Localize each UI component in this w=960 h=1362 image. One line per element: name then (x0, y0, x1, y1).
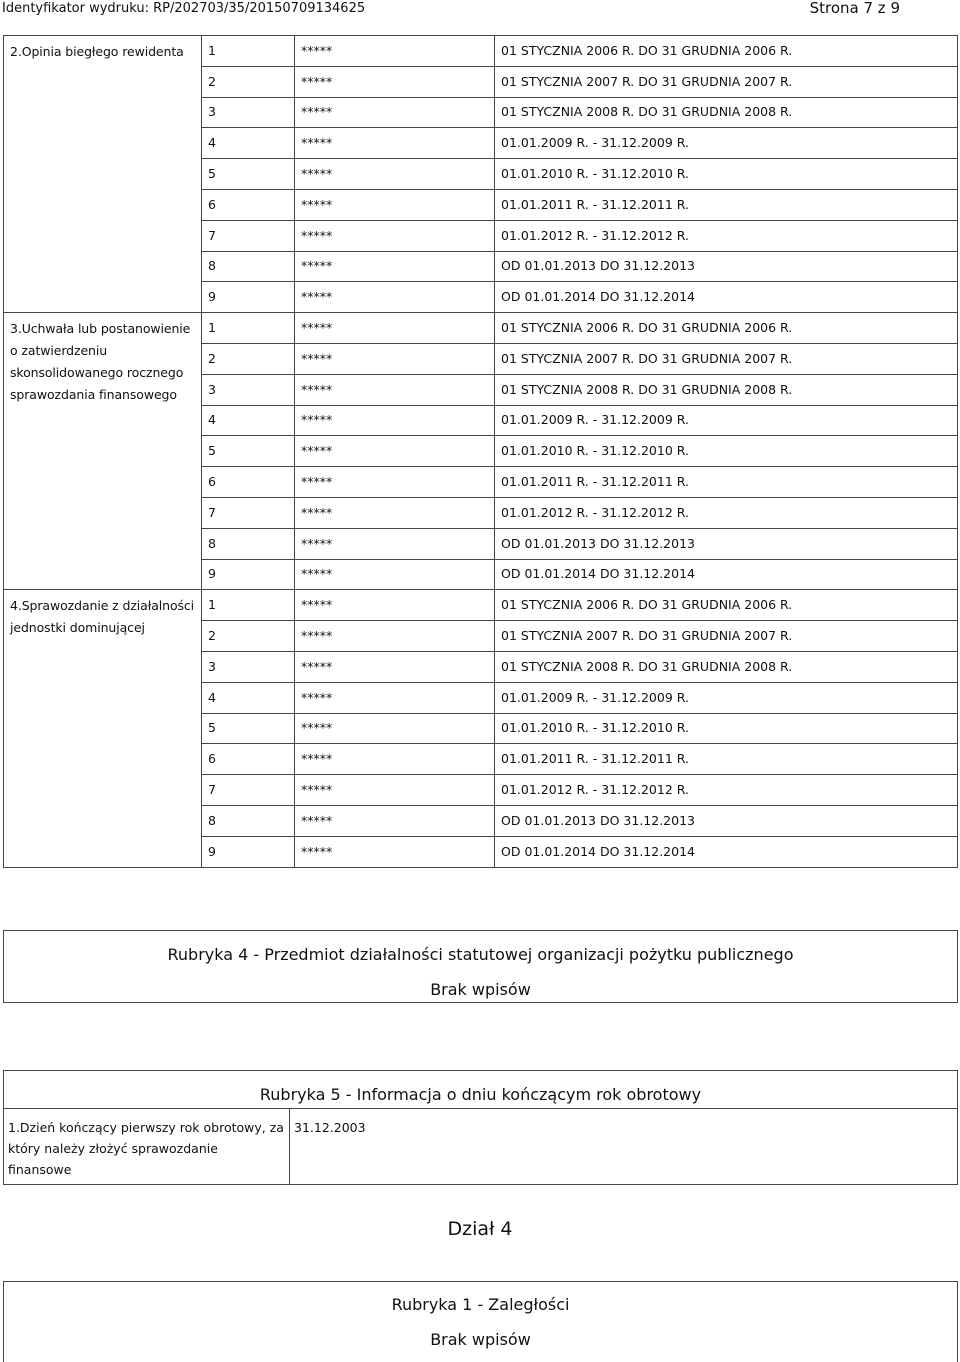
masked-value: ***** (295, 621, 495, 652)
masked-value: ***** (295, 36, 495, 67)
masked-value: ***** (295, 374, 495, 405)
rubryka-1-empty: Brak wpisów (430, 1330, 531, 1349)
masked-value: ***** (295, 497, 495, 528)
masked-value: ***** (295, 405, 495, 436)
period-cell: 01.01.2012 R. - 31.12.2012 R. (495, 220, 958, 251)
table-row (4, 1109, 958, 1185)
period-cell: OD 01.01.2013 DO 31.12.2013 (495, 251, 958, 282)
masked-value: ***** (295, 836, 495, 867)
masked-value: ***** (295, 467, 495, 498)
period-cell: 01 STYCZNIA 2007 R. DO 31 GRUDNIA 2007 R. (495, 66, 958, 97)
rubryka-5-label: 1.Dzień kończący pierwszy rok obrotowy, za który należy złożyć sprawozdanie finansowe (4, 1109, 290, 1185)
masked-value: ***** (295, 559, 495, 590)
period-cell: 01.01.2011 R. - 31.12.2011 R. (495, 467, 958, 498)
documents-table (3, 35, 958, 868)
row-number: 7 (202, 220, 295, 251)
period-cell: OD 01.01.2013 DO 31.12.2013 (495, 805, 958, 836)
row-number: 5 (202, 159, 295, 190)
row-number: 8 (202, 805, 295, 836)
masked-value: ***** (295, 528, 495, 559)
row-number: 1 (202, 313, 295, 344)
masked-value: ***** (295, 713, 495, 744)
print-identifier: Identyfikator wydruku: RP/202703/35/20150709134625 (2, 1, 366, 16)
masked-value: ***** (295, 128, 495, 159)
row-number: 6 (202, 467, 295, 498)
rubryka-4-title: Rubryka 4 - Przedmiot działalności statutowej organizacji pożytku publicznego (167, 945, 794, 964)
row-number: 5 (202, 436, 295, 467)
masked-value: ***** (295, 651, 495, 682)
row-number: 8 (202, 528, 295, 559)
period-cell: OD 01.01.2013 DO 31.12.2013 (495, 528, 958, 559)
masked-value: ***** (295, 189, 495, 220)
rubryka-1-title: Rubryka 1 - Zaległości (391, 1295, 570, 1314)
row-number: 6 (202, 189, 295, 220)
row-number: 6 (202, 744, 295, 775)
table-row (4, 590, 958, 621)
row-number: 9 (202, 282, 295, 313)
row-number: 7 (202, 775, 295, 806)
table-row (4, 36, 958, 67)
period-cell: 01 STYCZNIA 2006 R. DO 31 GRUDNIA 2006 R. (495, 313, 958, 344)
period-cell: 01 STYCZNIA 2007 R. DO 31 GRUDNIA 2007 R. (495, 343, 958, 374)
row-number: 9 (202, 559, 295, 590)
period-cell: 01.01.2012 R. - 31.12.2012 R. (495, 775, 958, 806)
rubryka-5-value: 31.12.2003 (290, 1109, 958, 1185)
table-row (4, 313, 958, 344)
print-header (0, 0, 960, 20)
section-label: 2.Opinia biegłego rewidenta (4, 36, 202, 313)
row-number: 5 (202, 713, 295, 744)
period-cell: 01.01.2010 R. - 31.12.2010 R. (495, 436, 958, 467)
period-cell: 01 STYCZNIA 2008 R. DO 31 GRUDNIA 2008 R. (495, 651, 958, 682)
masked-value: ***** (295, 343, 495, 374)
rubryka-5-table (3, 1108, 958, 1185)
period-cell: 01.01.2010 R. - 31.12.2010 R. (495, 159, 958, 190)
period-cell: OD 01.01.2014 DO 31.12.2014 (495, 282, 958, 313)
period-cell: 01.01.2009 R. - 31.12.2009 R. (495, 682, 958, 713)
masked-value: ***** (295, 436, 495, 467)
row-number: 3 (202, 651, 295, 682)
period-cell: 01 STYCZNIA 2006 R. DO 31 GRUDNIA 2006 R. (495, 36, 958, 67)
period-cell: 01.01.2010 R. - 31.12.2010 R. (495, 713, 958, 744)
section-label: 3.Uchwała lub postanowienie o zatwierdzeniu skonsolidowanego rocznego sprawozdania finansowego (4, 313, 202, 590)
row-number: 4 (202, 682, 295, 713)
period-cell: 01.01.2009 R. - 31.12.2009 R. (495, 405, 958, 436)
masked-value: ***** (295, 66, 495, 97)
row-number: 9 (202, 836, 295, 867)
row-number: 4 (202, 128, 295, 159)
masked-value: ***** (295, 159, 495, 190)
row-number: 4 (202, 405, 295, 436)
masked-value: ***** (295, 805, 495, 836)
masked-value: ***** (295, 97, 495, 128)
masked-value: ***** (295, 682, 495, 713)
period-cell: OD 01.01.2014 DO 31.12.2014 (495, 836, 958, 867)
row-number: 3 (202, 374, 295, 405)
period-cell: 01 STYCZNIA 2006 R. DO 31 GRUDNIA 2006 R. (495, 590, 958, 621)
period-cell: 01.01.2012 R. - 31.12.2012 R. (495, 497, 958, 528)
masked-value: ***** (295, 590, 495, 621)
period-cell: 01 STYCZNIA 2008 R. DO 31 GRUDNIA 2008 R. (495, 374, 958, 405)
masked-value: ***** (295, 220, 495, 251)
period-cell: OD 01.01.2014 DO 31.12.2014 (495, 559, 958, 590)
row-number: 1 (202, 36, 295, 67)
period-cell: 01 STYCZNIA 2007 R. DO 31 GRUDNIA 2007 R. (495, 621, 958, 652)
section-label: 4.Sprawozdanie z działalności jednostki dominującej (4, 590, 202, 867)
rubryka-5-title: Rubryka 5 - Informacja o dniu kończącym rok obrotowy (259, 1085, 702, 1104)
period-cell: 01.01.2011 R. - 31.12.2011 R. (495, 189, 958, 220)
page-number: Strona 7 z 9 (809, 0, 900, 17)
rubryka-1-section (3, 1281, 958, 1362)
masked-value: ***** (295, 744, 495, 775)
period-cell: 01.01.2011 R. - 31.12.2011 R. (495, 744, 958, 775)
rubryka-4-empty: Brak wpisów (430, 980, 531, 999)
masked-value: ***** (295, 775, 495, 806)
period-cell: 01 STYCZNIA 2008 R. DO 31 GRUDNIA 2008 R. (495, 97, 958, 128)
row-number: 2 (202, 621, 295, 652)
row-number: 2 (202, 66, 295, 97)
masked-value: ***** (295, 251, 495, 282)
masked-value: ***** (295, 313, 495, 344)
section-heading: Dział 4 (447, 1218, 513, 1240)
row-number: 7 (202, 497, 295, 528)
row-number: 8 (202, 251, 295, 282)
rubryka-5-header (3, 1070, 958, 1109)
masked-value: ***** (295, 282, 495, 313)
rubryka-4-section (3, 930, 958, 1003)
period-cell: 01.01.2009 R. - 31.12.2009 R. (495, 128, 958, 159)
row-number: 3 (202, 97, 295, 128)
row-number: 1 (202, 590, 295, 621)
row-number: 2 (202, 343, 295, 374)
